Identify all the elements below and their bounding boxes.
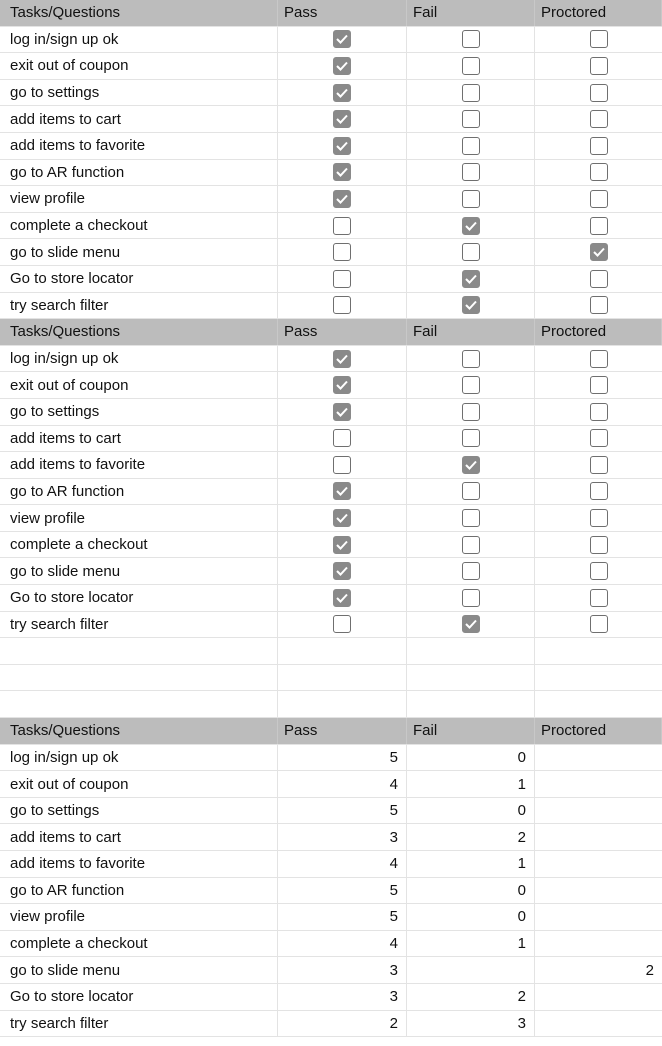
check-icon: [465, 274, 477, 284]
check-icon: [336, 354, 348, 364]
table-row: [0, 505, 662, 532]
summary-table: [0, 718, 662, 1037]
task-cell[interactable]: complete a checkout: [0, 213, 278, 239]
pass-cell[interactable]: [278, 372, 407, 398]
checkbox[interactable]: [462, 296, 480, 314]
pass-cell[interactable]: [278, 426, 407, 452]
fail-count-cell[interactable]: 2: [407, 824, 535, 850]
check-icon: [336, 167, 348, 177]
table-row: [0, 824, 662, 851]
table-row: [0, 266, 662, 293]
table-row: [0, 612, 662, 639]
check-icon: [465, 460, 477, 470]
proctored-cell[interactable]: [535, 612, 662, 638]
check-icon: [336, 141, 348, 151]
proctored-count-cell[interactable]: [535, 824, 662, 850]
header-cell[interactable]: Proctored: [535, 319, 662, 345]
task-cell[interactable]: go to slide menu: [0, 558, 278, 584]
pass-count-cell[interactable]: 5: [278, 904, 407, 930]
checkbox[interactable]: [462, 137, 480, 155]
table-row: [0, 532, 662, 559]
task-cell[interactable]: go to settings: [0, 399, 278, 425]
checkbox[interactable]: [462, 110, 480, 128]
pass-cell[interactable]: [278, 266, 407, 292]
checkbox[interactable]: [590, 615, 608, 633]
pass-count-cell[interactable]: 5: [278, 878, 407, 904]
task-cell[interactable]: add items to cart: [0, 426, 278, 452]
fail-count-cell[interactable]: 1: [407, 771, 535, 797]
proctored-cell[interactable]: [535, 479, 662, 505]
checkbox[interactable]: [590, 57, 608, 75]
task-cell[interactable]: view profile: [0, 904, 278, 930]
fail-count-cell[interactable]: 0: [407, 878, 535, 904]
checkbox[interactable]: [462, 509, 480, 527]
task-cell[interactable]: go to settings: [0, 80, 278, 106]
table-row: [0, 213, 662, 240]
pass-cell[interactable]: [278, 558, 407, 584]
task-cell[interactable]: exit out of coupon: [0, 53, 278, 79]
table-row: [0, 372, 662, 399]
fail-cell[interactable]: [407, 53, 535, 79]
empty-row: [0, 638, 662, 665]
check-icon: [465, 619, 477, 629]
proctored-count-cell[interactable]: [535, 904, 662, 930]
fail-cell[interactable]: [407, 479, 535, 505]
checkbox[interactable]: [333, 137, 351, 155]
header-cell[interactable]: Tasks/Questions: [0, 718, 278, 744]
table-row: [0, 904, 662, 931]
proctored-cell[interactable]: [535, 452, 662, 478]
fail-cell[interactable]: [407, 80, 535, 106]
empty-cell[interactable]: [535, 638, 662, 664]
check-icon: [336, 540, 348, 550]
proctored-cell[interactable]: [535, 27, 662, 53]
checkbox[interactable]: [590, 217, 608, 235]
empty-cell[interactable]: [278, 665, 407, 691]
checkbox[interactable]: [590, 562, 608, 580]
fail-count-cell[interactable]: 3: [407, 1011, 535, 1037]
pass-count-cell[interactable]: 3: [278, 824, 407, 850]
proctored-cell[interactable]: [535, 399, 662, 425]
pass-count-cell[interactable]: 3: [278, 957, 407, 983]
empty-cell[interactable]: [0, 691, 278, 717]
checkbox[interactable]: [462, 163, 480, 181]
header-cell[interactable]: Pass: [278, 718, 407, 744]
pass-cell[interactable]: [278, 612, 407, 638]
proctored-cell[interactable]: [535, 160, 662, 186]
checklist-table-2: [0, 319, 662, 638]
checkbox[interactable]: [462, 536, 480, 554]
checklist-table-1: [0, 0, 662, 319]
proctored-count-cell[interactable]: [535, 771, 662, 797]
check-icon: [336, 593, 348, 603]
checkbox[interactable]: [333, 615, 351, 633]
check-icon: [336, 566, 348, 576]
task-cell[interactable]: exit out of coupon: [0, 372, 278, 398]
empty-cell[interactable]: [407, 691, 535, 717]
task-cell[interactable]: add items to favorite: [0, 851, 278, 877]
table-row: [0, 346, 662, 373]
proctored-cell[interactable]: [535, 186, 662, 212]
check-icon: [336, 61, 348, 71]
proctored-cell[interactable]: [535, 213, 662, 239]
empty-cell[interactable]: [278, 638, 407, 664]
empty-cell[interactable]: [278, 691, 407, 717]
empty-row: [0, 691, 662, 718]
check-icon: [336, 34, 348, 44]
task-cell[interactable]: add items to cart: [0, 106, 278, 132]
checkbox[interactable]: [462, 57, 480, 75]
checkbox[interactable]: [333, 456, 351, 474]
checkbox[interactable]: [333, 589, 351, 607]
table-row: [0, 27, 662, 54]
header-cell[interactable]: Fail: [407, 0, 535, 26]
proctored-count-cell[interactable]: [535, 931, 662, 957]
empty-cell[interactable]: [0, 638, 278, 664]
blank-rows: [0, 638, 662, 718]
checkbox[interactable]: [333, 376, 351, 394]
pass-cell[interactable]: [278, 27, 407, 53]
fail-cell[interactable]: [407, 532, 535, 558]
checkbox[interactable]: [590, 137, 608, 155]
header-cell[interactable]: Pass: [278, 319, 407, 345]
task-cell[interactable]: log in/sign up ok: [0, 27, 278, 53]
pass-cell[interactable]: [278, 133, 407, 159]
checkbox[interactable]: [590, 536, 608, 554]
header-cell[interactable]: Tasks/Questions: [0, 0, 278, 26]
task-cell[interactable]: go to AR function: [0, 160, 278, 186]
table-row: [0, 798, 662, 825]
table-row: [0, 585, 662, 612]
table-row: [0, 426, 662, 453]
table-row: [0, 133, 662, 160]
proctored-cell[interactable]: [535, 372, 662, 398]
table-row: [0, 479, 662, 506]
task-cell[interactable]: view profile: [0, 186, 278, 212]
checkbox[interactable]: [462, 615, 480, 633]
proctored-count-cell[interactable]: [535, 798, 662, 824]
table-row: [0, 931, 662, 958]
fail-cell[interactable]: [407, 346, 535, 372]
checkbox[interactable]: [333, 296, 351, 314]
pass-cell[interactable]: [278, 346, 407, 372]
proctored-cell[interactable]: [535, 426, 662, 452]
empty-cell[interactable]: [407, 665, 535, 691]
table-row: [0, 851, 662, 878]
header-cell[interactable]: Fail: [407, 319, 535, 345]
checkbox[interactable]: [333, 562, 351, 580]
pass-count-cell[interactable]: 2: [278, 1011, 407, 1037]
empty-cell[interactable]: [535, 665, 662, 691]
task-cell[interactable]: Go to store locator: [0, 585, 278, 611]
pass-cell[interactable]: [278, 532, 407, 558]
check-icon: [336, 194, 348, 204]
task-cell[interactable]: exit out of coupon: [0, 771, 278, 797]
task-cell[interactable]: add items to favorite: [0, 133, 278, 159]
check-icon: [593, 247, 605, 257]
pass-cell[interactable]: [278, 585, 407, 611]
checkbox[interactable]: [590, 30, 608, 48]
fail-cell[interactable]: [407, 213, 535, 239]
empty-cell[interactable]: [535, 691, 662, 717]
pass-count-cell[interactable]: 4: [278, 851, 407, 877]
checkbox[interactable]: [590, 429, 608, 447]
pass-cell[interactable]: [278, 160, 407, 186]
checkbox[interactable]: [590, 456, 608, 474]
fail-count-cell[interactable]: 1: [407, 931, 535, 957]
checkbox[interactable]: [590, 509, 608, 527]
proctored-cell[interactable]: [535, 133, 662, 159]
table-row: [0, 399, 662, 426]
fail-cell[interactable]: [407, 372, 535, 398]
checkbox[interactable]: [590, 243, 608, 261]
pass-cell[interactable]: [278, 399, 407, 425]
fail-cell[interactable]: [407, 558, 535, 584]
fail-cell[interactable]: [407, 186, 535, 212]
checkbox[interactable]: [333, 190, 351, 208]
header-row: [0, 319, 662, 346]
task-cell[interactable]: go to AR function: [0, 479, 278, 505]
fail-cell[interactable]: [407, 505, 535, 531]
fail-cell[interactable]: [407, 399, 535, 425]
checkbox[interactable]: [462, 350, 480, 368]
proctored-cell[interactable]: [535, 585, 662, 611]
proctored-cell[interactable]: [535, 346, 662, 372]
proctored-count-cell[interactable]: [535, 984, 662, 1010]
check-icon: [336, 380, 348, 390]
table-row: [0, 984, 662, 1011]
pass-cell[interactable]: [278, 186, 407, 212]
fail-cell[interactable]: [407, 160, 535, 186]
fail-count-cell[interactable]: 2: [407, 984, 535, 1010]
checkbox[interactable]: [462, 190, 480, 208]
task-cell[interactable]: try search filter: [0, 293, 278, 319]
task-cell[interactable]: log in/sign up ok: [0, 745, 278, 771]
pass-cell[interactable]: [278, 213, 407, 239]
fail-cell[interactable]: [407, 106, 535, 132]
checkbox[interactable]: [462, 84, 480, 102]
table-row: [0, 771, 662, 798]
proctored-cell[interactable]: [535, 505, 662, 531]
task-cell[interactable]: complete a checkout: [0, 532, 278, 558]
checkbox[interactable]: [333, 350, 351, 368]
checkbox[interactable]: [333, 509, 351, 527]
proctored-count-cell[interactable]: [535, 745, 662, 771]
checkbox[interactable]: [462, 270, 480, 288]
check-icon: [465, 221, 477, 231]
fail-cell[interactable]: [407, 133, 535, 159]
proctored-count-cell[interactable]: [535, 878, 662, 904]
task-cell[interactable]: log in/sign up ok: [0, 346, 278, 372]
task-cell[interactable]: try search filter: [0, 1011, 278, 1037]
table-row: [0, 558, 662, 585]
proctored-cell[interactable]: [535, 532, 662, 558]
header-cell[interactable]: Fail: [407, 718, 535, 744]
checkbox[interactable]: [590, 84, 608, 102]
table-row: [0, 452, 662, 479]
pass-count-cell[interactable]: 4: [278, 771, 407, 797]
task-cell[interactable]: Go to store locator: [0, 984, 278, 1010]
pass-cell[interactable]: [278, 239, 407, 265]
table-row: [0, 80, 662, 107]
proctored-cell[interactable]: [535, 239, 662, 265]
checkbox[interactable]: [462, 589, 480, 607]
checkbox[interactable]: [333, 403, 351, 421]
table-row: [0, 160, 662, 187]
checkbox[interactable]: [333, 270, 351, 288]
table-row: [0, 293, 662, 320]
table-row: [0, 957, 662, 984]
proctored-count-cell[interactable]: [535, 1011, 662, 1037]
check-icon: [336, 407, 348, 417]
checkbox[interactable]: [333, 57, 351, 75]
fail-cell[interactable]: [407, 612, 535, 638]
pass-count-cell[interactable]: 5: [278, 798, 407, 824]
checkbox[interactable]: [462, 456, 480, 474]
checkbox[interactable]: [333, 536, 351, 554]
checkbox[interactable]: [462, 376, 480, 394]
fail-count-cell[interactable]: 1: [407, 851, 535, 877]
check-icon: [336, 88, 348, 98]
header-cell[interactable]: Proctored: [535, 0, 662, 26]
table-row: [0, 106, 662, 133]
empty-cell[interactable]: [0, 665, 278, 691]
checkbox[interactable]: [333, 429, 351, 447]
task-cell[interactable]: try search filter: [0, 612, 278, 638]
pass-cell[interactable]: [278, 53, 407, 79]
fail-cell[interactable]: [407, 293, 535, 319]
fail-cell[interactable]: [407, 266, 535, 292]
fail-count-cell[interactable]: 0: [407, 904, 535, 930]
proctored-cell[interactable]: [535, 106, 662, 132]
checkbox[interactable]: [590, 482, 608, 500]
task-cell[interactable]: go to slide menu: [0, 239, 278, 265]
checkbox[interactable]: [590, 163, 608, 181]
proctored-count-cell[interactable]: [535, 851, 662, 877]
checkbox[interactable]: [462, 482, 480, 500]
table-row: [0, 239, 662, 266]
fail-count-cell[interactable]: 0: [407, 798, 535, 824]
task-cell[interactable]: complete a checkout: [0, 931, 278, 957]
checkbox[interactable]: [462, 243, 480, 261]
header-cell[interactable]: Tasks/Questions: [0, 319, 278, 345]
checkbox[interactable]: [462, 403, 480, 421]
check-icon: [336, 513, 348, 523]
table-row: [0, 878, 662, 905]
proctored-cell[interactable]: [535, 293, 662, 319]
checkbox[interactable]: [333, 84, 351, 102]
checkbox[interactable]: [590, 350, 608, 368]
pass-count-cell[interactable]: 4: [278, 931, 407, 957]
pass-cell[interactable]: [278, 479, 407, 505]
checkbox[interactable]: [462, 562, 480, 580]
checkbox[interactable]: [462, 429, 480, 447]
checkbox[interactable]: [333, 163, 351, 181]
header-cell[interactable]: Pass: [278, 0, 407, 26]
checkbox[interactable]: [590, 376, 608, 394]
fail-cell[interactable]: [407, 239, 535, 265]
task-cell[interactable]: view profile: [0, 505, 278, 531]
header-row: [0, 0, 662, 27]
proctored-cell[interactable]: [535, 558, 662, 584]
table-row: [0, 1011, 662, 1038]
pass-count-cell[interactable]: 5: [278, 745, 407, 771]
proctored-count-cell[interactable]: 2: [645, 961, 654, 979]
check-icon: [336, 486, 348, 496]
fail-count-cell[interactable]: 0: [407, 745, 535, 771]
table-row: [0, 186, 662, 213]
task-cell[interactable]: add items to cart: [0, 824, 278, 850]
checkbox[interactable]: [333, 30, 351, 48]
checkbox[interactable]: [333, 243, 351, 261]
checkbox[interactable]: [590, 270, 608, 288]
checkbox[interactable]: [462, 217, 480, 235]
fail-cell[interactable]: [407, 27, 535, 53]
header-row: [0, 718, 662, 745]
checkbox[interactable]: [333, 482, 351, 500]
fail-cell[interactable]: [407, 585, 535, 611]
task-cell[interactable]: go to settings: [0, 798, 278, 824]
proctored-cell[interactable]: [535, 80, 662, 106]
task-cell[interactable]: go to slide menu: [0, 957, 278, 983]
check-icon: [465, 300, 477, 310]
checkbox[interactable]: [590, 589, 608, 607]
checkbox[interactable]: [590, 403, 608, 421]
task-cell[interactable]: add items to favorite: [0, 452, 278, 478]
pass-cell[interactable]: [278, 452, 407, 478]
checkbox[interactable]: [590, 296, 608, 314]
table-row: [0, 53, 662, 80]
header-cell[interactable]: Proctored: [535, 718, 662, 744]
fail-cell[interactable]: [407, 426, 535, 452]
checkbox[interactable]: [590, 190, 608, 208]
table-row: [0, 745, 662, 772]
proctored-cell[interactable]: [535, 266, 662, 292]
pass-count-cell[interactable]: 3: [278, 984, 407, 1010]
checkbox[interactable]: [333, 110, 351, 128]
empty-cell[interactable]: [407, 638, 535, 664]
empty-row: [0, 665, 662, 692]
checkbox[interactable]: [333, 217, 351, 235]
pass-cell[interactable]: [278, 505, 407, 531]
pass-cell[interactable]: [278, 293, 407, 319]
fail-count-cell[interactable]: [407, 957, 535, 983]
task-cell[interactable]: go to AR function: [0, 878, 278, 904]
pass-cell[interactable]: [278, 106, 407, 132]
fail-cell[interactable]: [407, 452, 535, 478]
checkbox[interactable]: [462, 30, 480, 48]
proctored-cell[interactable]: [535, 53, 662, 79]
check-icon: [336, 114, 348, 124]
task-cell[interactable]: Go to store locator: [0, 266, 278, 292]
pass-cell[interactable]: [278, 80, 407, 106]
checkbox[interactable]: [590, 110, 608, 128]
